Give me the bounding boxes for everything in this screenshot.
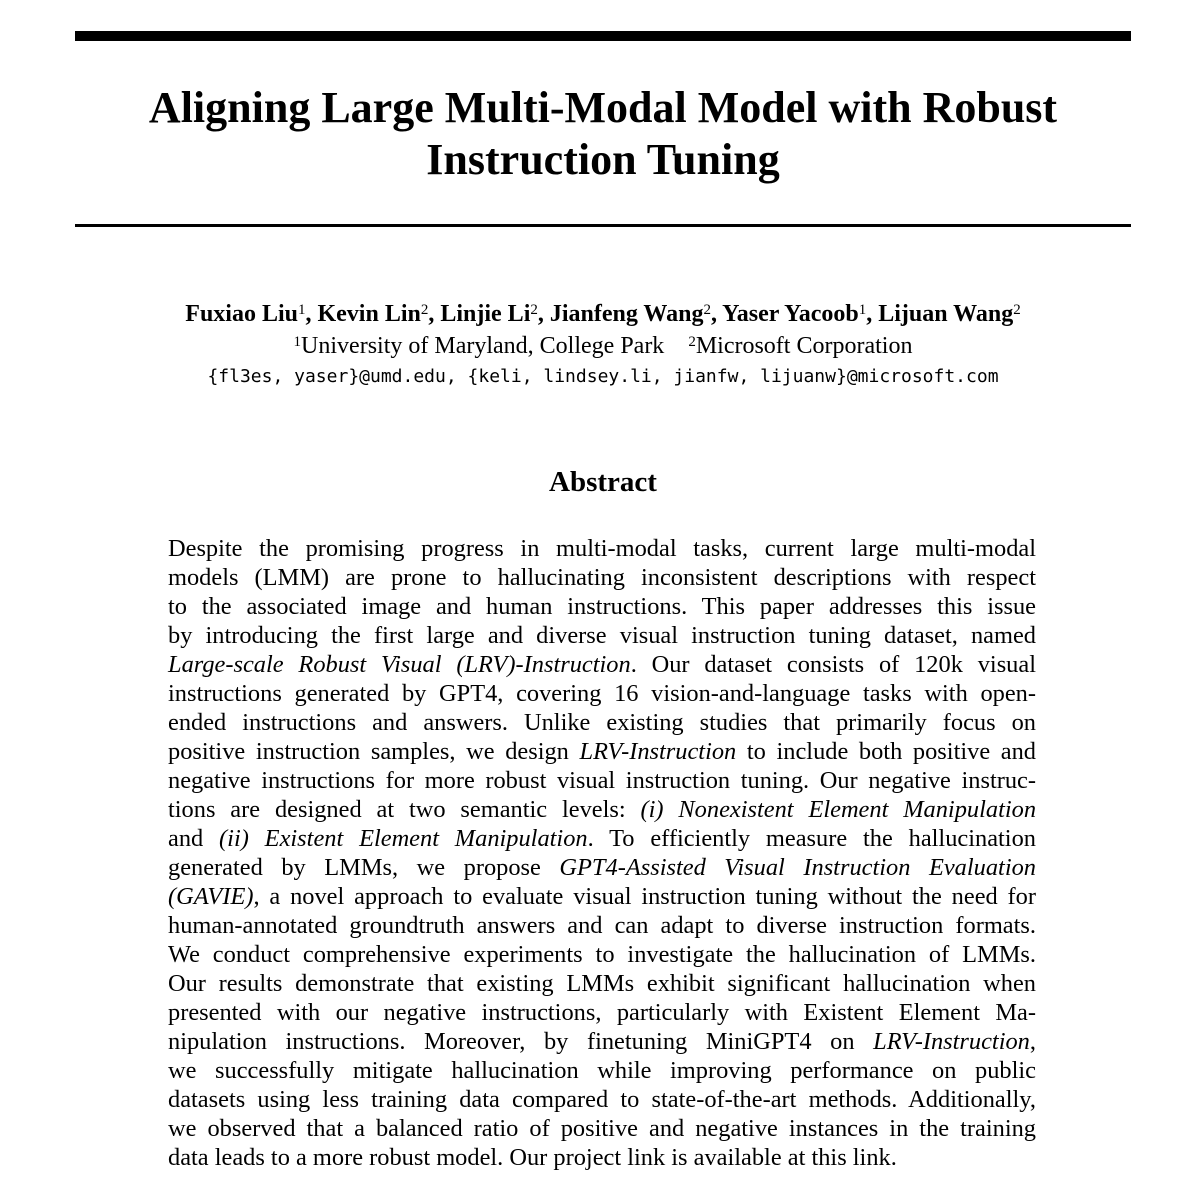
abstract-text: tions are designed at two semantic levels: xyxy=(168,796,641,823)
abstract-text: human-annotated groundtruth answers and can adapt to diverse instruction formats. xyxy=(168,912,1036,939)
author: Lijuan Wang$^2$ xyxy=(878,301,1021,327)
author: Kevin Lin$^2$, xyxy=(317,301,441,327)
abstract-italic-phrase: LRV-Instruction xyxy=(873,1028,1030,1055)
abstract-text: , xyxy=(1029,1028,1036,1055)
abstract-text: to include both positive and xyxy=(736,738,1036,765)
abstract-text: presented with our negative instructions, particularly with Existent Element Ma- xyxy=(168,999,1036,1026)
affiliations xyxy=(75,330,1131,362)
abstract-italic-phrase: LRV-Instruction xyxy=(579,738,737,765)
abstract-text: We conduct comprehensive experiments to investigate the hallucination of LMMs. xyxy=(168,941,1036,968)
author: Fuxiao Liu$^1$, xyxy=(185,301,318,327)
affiliation: $^2$Microsoft Corporation xyxy=(688,333,913,359)
abstract-line xyxy=(168,1114,1036,1143)
abstract-italic-phrase: Large-scale Robust Visual (LRV)-Instruction xyxy=(168,651,631,678)
abstract-line xyxy=(168,737,1036,766)
paper-title xyxy=(75,82,1131,186)
author-emails xyxy=(75,364,1131,390)
abstract-line xyxy=(168,679,1036,708)
abstract-line xyxy=(168,911,1036,940)
abstract-text: datasets using less training data compared to state-of-the-art methods. Additionally, xyxy=(168,1086,1036,1113)
abstract-line xyxy=(168,708,1036,737)
abstract-line xyxy=(168,940,1036,969)
abstract-text: Despite the promising progress in multi-modal tasks, current large multi-modal xyxy=(168,535,1036,562)
author: Linjie Li$^2$, xyxy=(440,301,550,327)
email-group-umd: {fl3es, yaser}@umd.edu, xyxy=(207,366,457,387)
abstract-text: positive instruction samples, we design xyxy=(168,738,580,765)
abstract-line xyxy=(168,1056,1036,1085)
abstract-text: ended instructions and answers. Unlike existing studies that primarily focus on xyxy=(168,709,1036,736)
abstract-line xyxy=(168,969,1036,998)
abstract-line xyxy=(168,998,1036,1027)
abstract-line xyxy=(168,650,1036,679)
abstract-line xyxy=(168,824,1036,853)
abstract-body xyxy=(168,534,1036,1172)
abstract-text: data leads to a more robust model. Our project link is available at this link. xyxy=(168,1144,897,1171)
abstract-italic-phrase: (GAVIE) xyxy=(168,883,254,910)
abstract-italic-phrase: (ii) Existent Element Manipulation xyxy=(219,825,588,852)
abstract-line xyxy=(168,1085,1036,1114)
title-line-2: Instruction Tuning xyxy=(426,135,780,184)
abstract-line xyxy=(168,882,1036,911)
abstract-line xyxy=(168,766,1036,795)
abstract-italic-phrase: GPT4-Assisted Visual Instruction Evaluation xyxy=(559,854,1036,881)
abstract-line xyxy=(168,853,1036,882)
abstract-text: , a novel approach to evaluate visual instruction tuning without the need for xyxy=(253,883,1036,910)
abstract-line xyxy=(168,592,1036,621)
abstract-text: nipulation instructions. Moreover, by finetuning MiniGPT4 on xyxy=(168,1028,874,1055)
abstract-text: by introducing the first large and diverse visual instruction tuning dataset, named xyxy=(168,622,1036,649)
abstract-text: negative instructions for more robust visual instruction tuning. Our negative instruc- xyxy=(168,767,1036,794)
title-bottom-rule xyxy=(75,224,1131,227)
email-group-microsoft: {keli, lindsey.li, jianfw, lijuanw}@microsoft.com xyxy=(456,366,999,387)
abstract-text: Our results demonstrate that existing LMMs exhibit significant hallucination when xyxy=(168,970,1036,997)
abstract-line xyxy=(168,534,1036,563)
title-top-rule xyxy=(75,31,1131,41)
abstract-text: we observed that a balanced ratio of positive and negative instances in the training xyxy=(168,1115,1036,1142)
abstract-text: . Our dataset consists of 120k visual xyxy=(630,651,1036,678)
affiliation: $^1$University of Maryland, College Park xyxy=(293,333,665,359)
abstract-heading: Abstract xyxy=(549,466,657,498)
abstract-line xyxy=(168,621,1036,650)
abstract-text: and xyxy=(168,825,220,852)
abstract-text: models (LMM) are prone to hallucinating inconsistent descriptions with respect xyxy=(168,564,1036,591)
title-line-1: Aligning Large Multi-Modal Model with Robust xyxy=(148,83,1058,132)
abstract-text: . To efficiently measure the hallucination xyxy=(587,825,1036,852)
abstract-text: we successfully mitigate hallucination while improving performance on public xyxy=(168,1057,1036,1084)
abstract-text: to the associated image and human instructions. This paper addresses this issue xyxy=(168,593,1036,620)
abstract-italic-phrase: (i) Nonexistent Element Manipulation xyxy=(640,796,1037,823)
abstract-line xyxy=(168,563,1036,592)
author-list xyxy=(75,298,1131,330)
abstract-line xyxy=(168,1143,1036,1172)
abstract-line xyxy=(168,1027,1036,1056)
abstract-text: generated by LMMs, we propose xyxy=(168,854,560,881)
author: Yaser Yacoob$^1$, xyxy=(722,301,879,327)
author: Jianfeng Wang$^2$, xyxy=(549,301,723,327)
abstract-line xyxy=(168,795,1036,824)
abstract-text: instructions generated by GPT4, covering 16 vision-and-language tasks with open- xyxy=(168,680,1036,707)
